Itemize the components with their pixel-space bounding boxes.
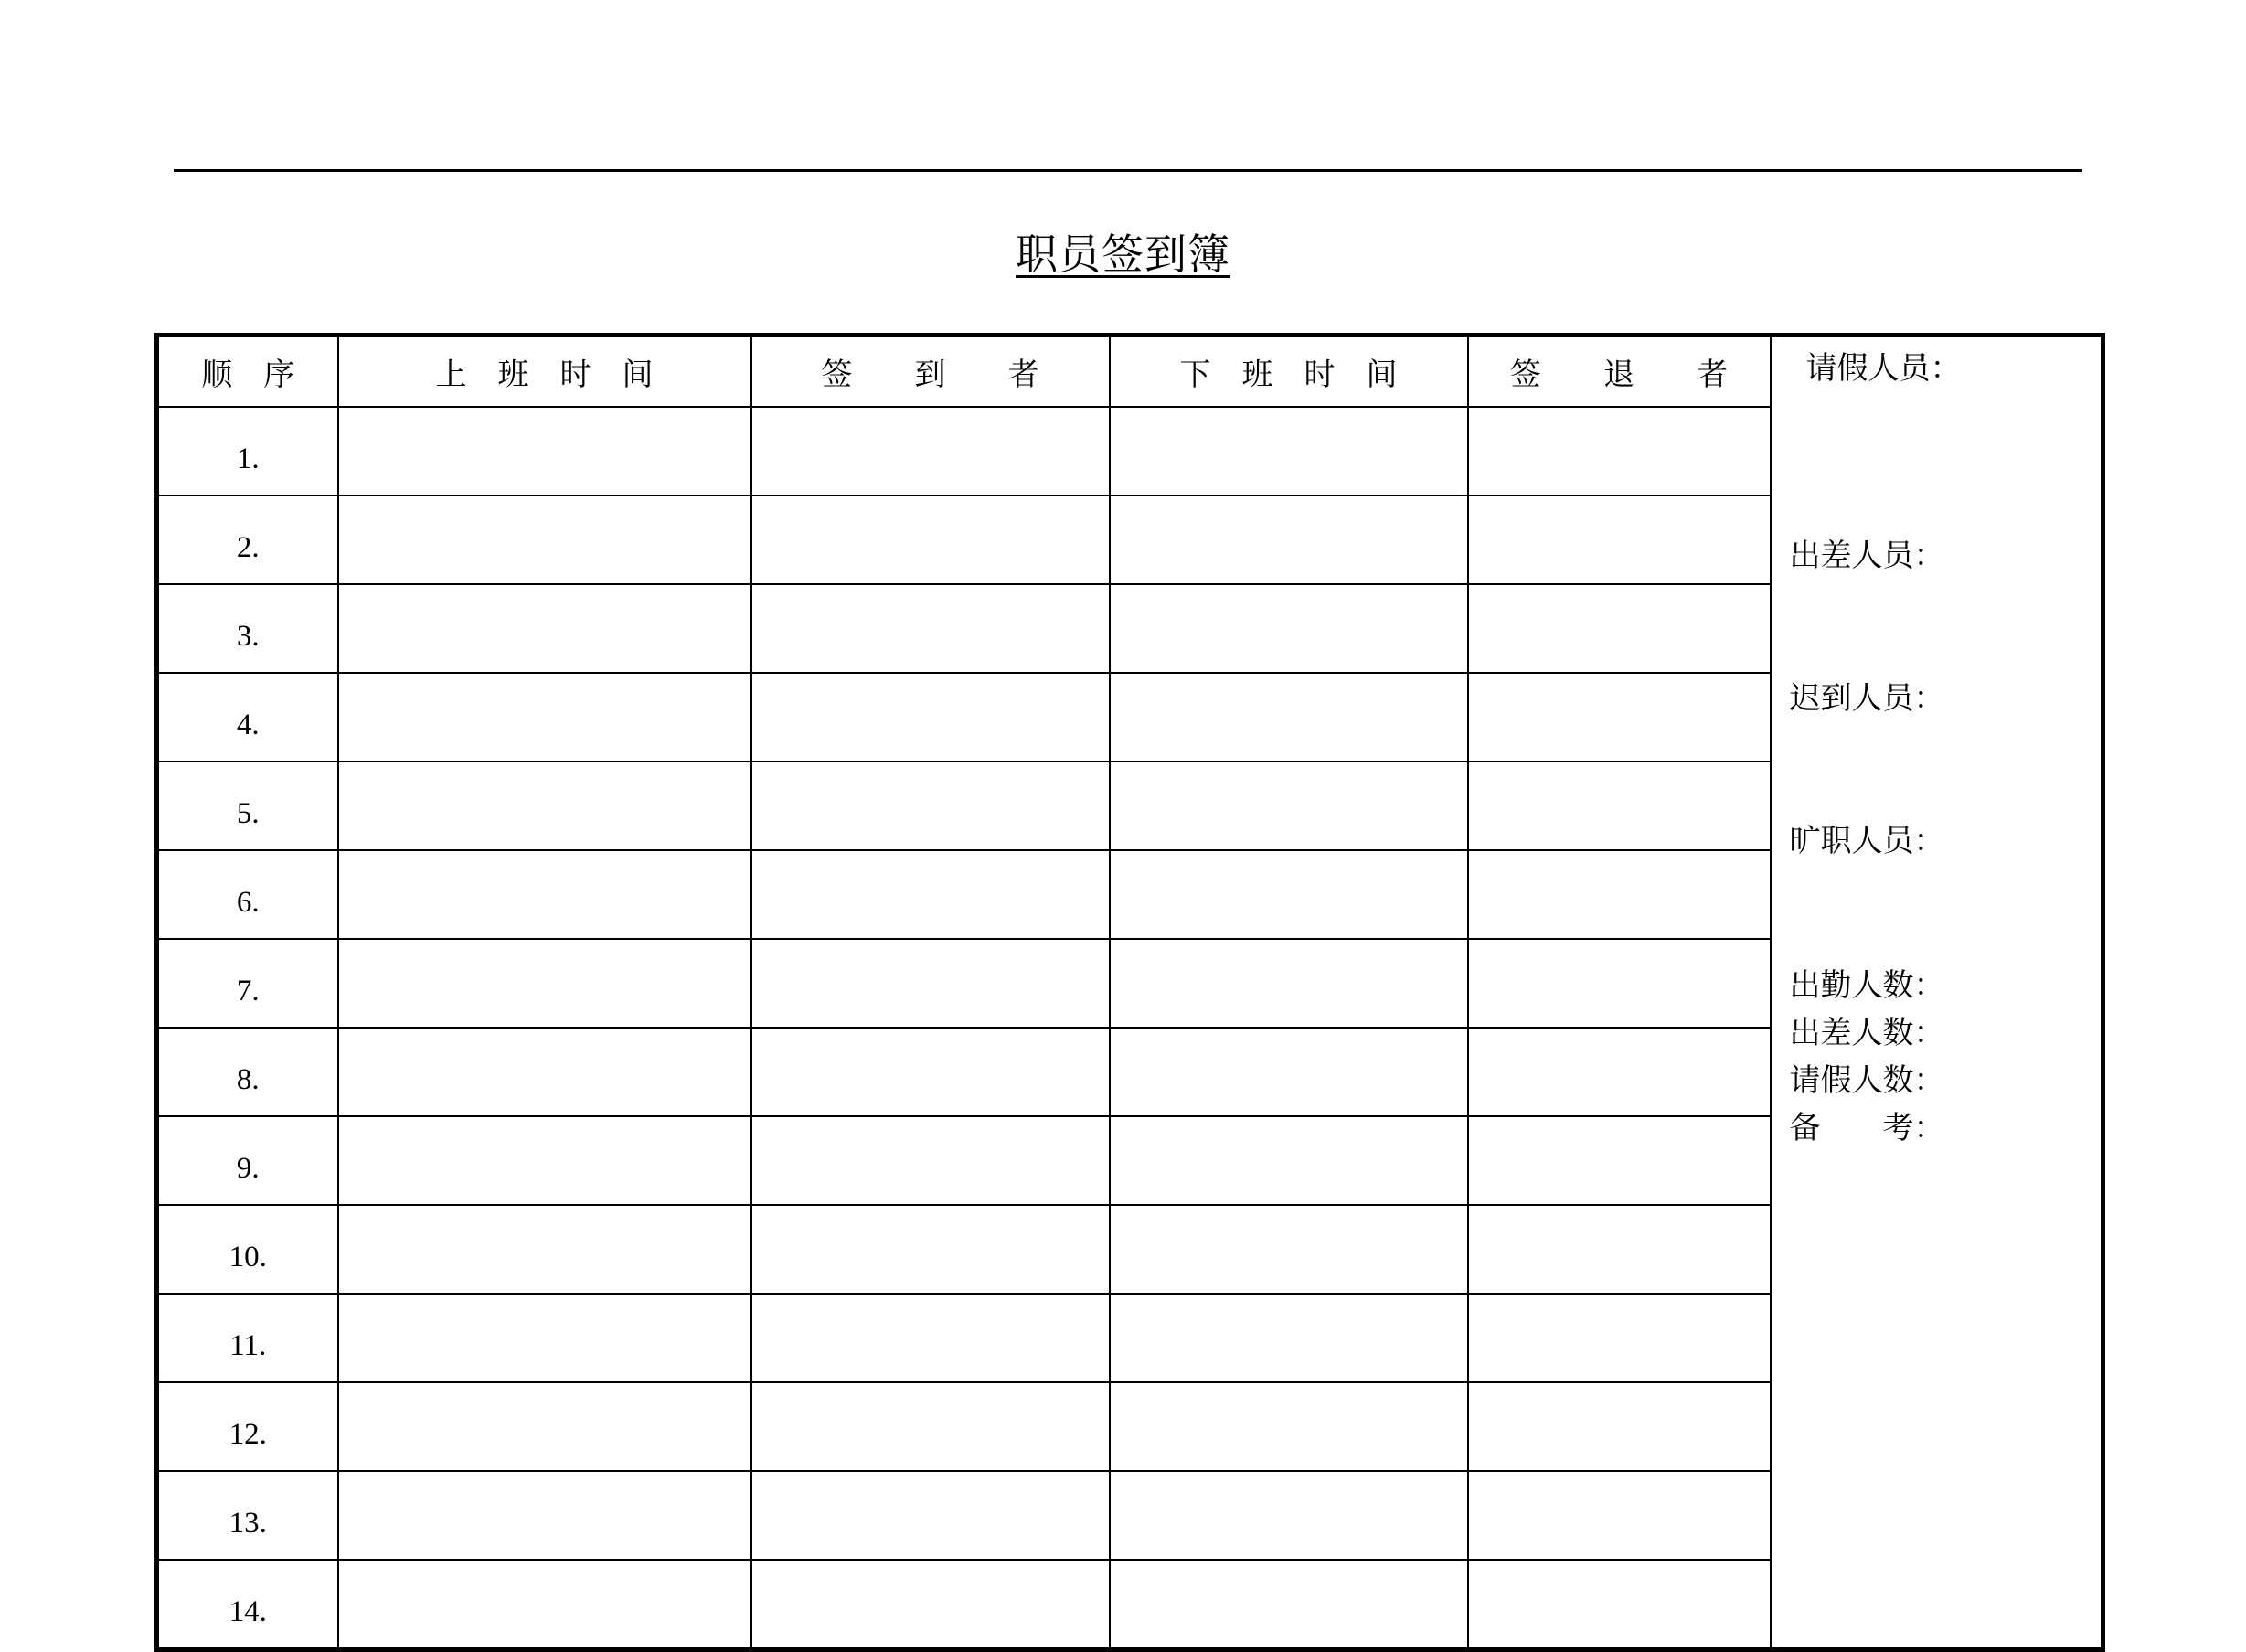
clock-out-cell[interactable] <box>1110 496 1468 584</box>
signed-in-by-cell[interactable] <box>751 1116 1110 1205</box>
sequence-cell: 13. <box>157 1471 338 1560</box>
signed-out-by-cell[interactable] <box>1468 1560 1771 1650</box>
signed-in-by-cell[interactable] <box>751 584 1110 673</box>
clock-in-cell[interactable] <box>338 939 751 1028</box>
sequence-cell: 3. <box>157 584 338 673</box>
side-notes-panel <box>1771 336 2103 1650</box>
signed-in-by-cell[interactable] <box>751 939 1110 1028</box>
page-title <box>0 227 2246 282</box>
clock-in-cell[interactable] <box>338 673 751 762</box>
signed-out-by-cell[interactable] <box>1468 1205 1771 1294</box>
clock-out-cell[interactable] <box>1110 1116 1468 1205</box>
clock-out-cell[interactable] <box>1110 673 1468 762</box>
clock-out-cell[interactable] <box>1110 1294 1468 1382</box>
clock-out-cell[interactable] <box>1110 407 1468 496</box>
header-row <box>157 336 2103 408</box>
clock-in-cell[interactable] <box>338 762 751 850</box>
clock-out-cell[interactable] <box>1110 762 1468 850</box>
leave-count-label: 请假人数： <box>1789 1062 1945 1099</box>
col-header-clock-out-time: 下 班 时 间 <box>1110 336 1468 408</box>
signed-in-by-cell[interactable] <box>751 1294 1110 1382</box>
signed-in-by-cell[interactable] <box>751 1028 1110 1116</box>
top-divider <box>174 169 2082 172</box>
signed-in-by-cell[interactable] <box>751 1205 1110 1294</box>
signed-out-by-cell[interactable] <box>1468 1028 1771 1116</box>
late-label: 迟到人员： <box>1789 680 1945 717</box>
signed-out-by-cell[interactable] <box>1468 1471 1771 1560</box>
clock-in-cell[interactable] <box>338 850 751 939</box>
sequence-cell: 8. <box>157 1028 338 1116</box>
business-trip-label: 出差人员： <box>1789 538 1945 574</box>
col-header-signed-out-by: 签 退 者 <box>1468 336 1771 408</box>
sequence-cell: 1. <box>157 407 338 496</box>
sequence-cell: 6. <box>157 850 338 939</box>
clock-out-cell[interactable] <box>1110 1028 1468 1116</box>
clock-out-cell[interactable] <box>1110 850 1468 939</box>
remarks-label: 备 考： <box>1789 1110 1945 1146</box>
clock-in-cell[interactable] <box>338 1205 751 1294</box>
signed-in-by-cell[interactable] <box>751 762 1110 850</box>
clock-in-cell[interactable] <box>338 1028 751 1116</box>
sequence-cell: 9. <box>157 1116 338 1205</box>
sign-in-table <box>154 333 2105 1652</box>
clock-in-cell[interactable] <box>338 1382 751 1471</box>
signed-in-by-cell[interactable] <box>751 1560 1110 1650</box>
col-header-clock-in-time: 上 班 时 间 <box>338 336 751 408</box>
clock-in-cell[interactable] <box>338 1471 751 1560</box>
signed-in-by-cell[interactable] <box>751 407 1110 496</box>
signed-in-by-cell[interactable] <box>751 496 1110 584</box>
sequence-cell: 2. <box>157 496 338 584</box>
sequence-cell: 10. <box>157 1205 338 1294</box>
signed-out-by-cell[interactable] <box>1468 584 1771 673</box>
trip-count-label: 出差人数： <box>1789 1015 1945 1051</box>
signed-out-by-cell[interactable] <box>1468 762 1771 850</box>
clock-out-cell[interactable] <box>1110 1382 1468 1471</box>
signed-out-by-cell[interactable] <box>1468 673 1771 762</box>
signed-out-by-cell[interactable] <box>1468 1294 1771 1382</box>
clock-out-cell[interactable] <box>1110 1471 1468 1560</box>
on-leave-label: 请假人员： <box>1805 350 1962 387</box>
sequence-cell: 7. <box>157 939 338 1028</box>
signed-in-by-cell[interactable] <box>751 1382 1110 1471</box>
attendance-count-label: 出勤人数： <box>1789 967 1945 1004</box>
clock-out-cell[interactable] <box>1110 1205 1468 1294</box>
sequence-cell: 12. <box>157 1382 338 1471</box>
clock-in-cell[interactable] <box>338 1560 751 1650</box>
signed-out-by-cell[interactable] <box>1468 496 1771 584</box>
signed-in-by-cell[interactable] <box>751 850 1110 939</box>
signed-out-by-cell[interactable] <box>1468 1116 1771 1205</box>
col-header-signed-in-by: 签 到 者 <box>751 336 1110 408</box>
sequence-cell: 11. <box>157 1294 338 1382</box>
clock-out-cell[interactable] <box>1110 939 1468 1028</box>
clock-in-cell[interactable] <box>338 496 751 584</box>
signed-out-by-cell[interactable] <box>1468 850 1771 939</box>
signed-in-by-cell[interactable] <box>751 673 1110 762</box>
clock-out-cell[interactable] <box>1110 584 1468 673</box>
signed-out-by-cell[interactable] <box>1468 1382 1771 1471</box>
sequence-cell: 4. <box>157 673 338 762</box>
absent-label: 旷职人员： <box>1789 823 1945 859</box>
signed-in-by-cell[interactable] <box>751 1471 1110 1560</box>
sequence-cell: 14. <box>157 1560 338 1650</box>
clock-in-cell[interactable] <box>338 1294 751 1382</box>
clock-out-cell[interactable] <box>1110 1560 1468 1650</box>
sequence-cell: 5. <box>157 762 338 850</box>
clock-in-cell[interactable] <box>338 584 751 673</box>
clock-in-cell[interactable] <box>338 407 751 496</box>
signed-out-by-cell[interactable] <box>1468 407 1771 496</box>
signed-out-by-cell[interactable] <box>1468 939 1771 1028</box>
clock-in-cell[interactable] <box>338 1116 751 1205</box>
title-text: 职员签到簿 <box>1016 229 1230 279</box>
col-header-sequence: 顺 序 <box>157 336 338 408</box>
